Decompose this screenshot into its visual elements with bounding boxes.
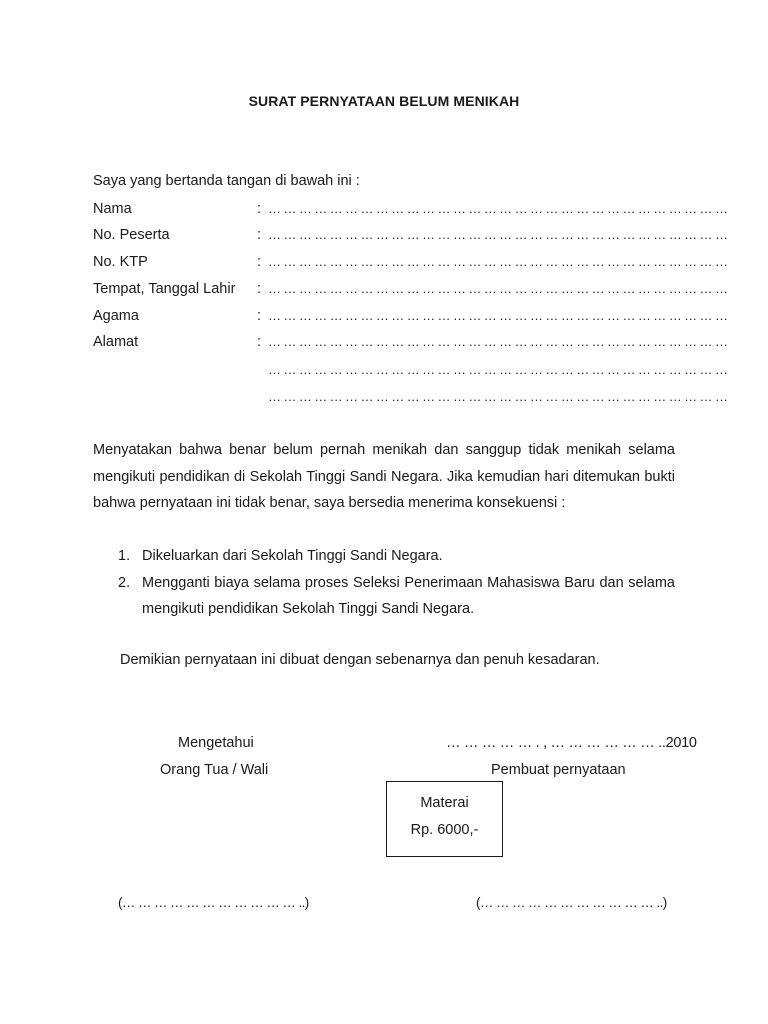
field-colon: : bbox=[257, 227, 262, 243]
stamp-label: Materai bbox=[420, 795, 469, 811]
field-blank: … … … … … … … … … … … … … … … … … … … … … … … … … … … … … … bbox=[268, 201, 728, 216]
field-colon: : bbox=[257, 308, 262, 324]
field-blank: … … … … … … … … … … … … … … … … … … … … … … … … … … … … … … bbox=[268, 334, 728, 349]
field-blank: … … … … … … … … … … … … … … … … … … … … … … … … … … … … … … bbox=[268, 254, 728, 269]
list-item bbox=[118, 570, 675, 623]
address-continuation-line: … … … … … … … … … … … … … … … … … … … … … … … … … … … … … … bbox=[268, 389, 728, 404]
stamp-amount: Rp. 6000,- bbox=[410, 822, 479, 838]
witness-heading: Mengetahui bbox=[178, 735, 254, 751]
field-no-ktp bbox=[93, 254, 728, 276]
statement-paragraph: Menyatakan bahwa benar belum pernah menikah dan sanggup tidak menikah selama mengikuti pendidikan di Sekolah Tinggi Sandi Negara. Jika kemudian hari ditemukan bukti bahwa pernyataan ini tidak benar, saya bersedia menerima konsekuensi : bbox=[93, 442, 675, 511]
witness-name-blank: (… … … … … … … … … … … ..) bbox=[118, 895, 309, 910]
field-label: Alamat bbox=[93, 334, 139, 350]
list-text: Dikeluarkan dari Sekolah Tinggi Sandi Negara. bbox=[142, 548, 443, 564]
field-alamat bbox=[93, 334, 728, 356]
declarant-name-blank: (… … … … … … … … … … … ..) bbox=[476, 895, 667, 910]
declarant-role: Pembuat pernyataan bbox=[491, 762, 626, 778]
stamp-duty-box bbox=[386, 781, 503, 857]
field-blank: … … … … … … … … … … … … … … … … … … … … … … … … … … … … … … bbox=[268, 308, 728, 323]
consequence-list bbox=[118, 543, 675, 623]
field-label: Nama bbox=[93, 201, 132, 217]
field-agama bbox=[93, 308, 728, 330]
witness-role: Orang Tua / Wali bbox=[160, 762, 269, 778]
field-colon: : bbox=[257, 281, 262, 297]
document-title: SURAT PERNYATAAN BELUM MENIKAH bbox=[248, 93, 520, 109]
field-label: Agama bbox=[93, 308, 139, 324]
field-colon: : bbox=[257, 201, 262, 217]
field-label: No. Peserta bbox=[93, 227, 170, 243]
intro-text: Saya yang bertanda tangan di bawah ini : bbox=[93, 173, 360, 189]
field-label: Tempat, Tanggal Lahir bbox=[93, 281, 236, 297]
list-number: 1. bbox=[118, 548, 131, 564]
place-date-line: … … … … … . , … … … … … … ..2010 bbox=[446, 735, 697, 751]
field-label: No. KTP bbox=[93, 254, 148, 270]
field-tempat-tanggal-lahir bbox=[93, 281, 728, 303]
list-text: Mengganti biaya selama proses Seleksi Penerimaan Mahasiswa Baru dan selama mengikuti pendidikan Sekolah Tinggi Sandi Negara. bbox=[142, 574, 675, 617]
field-blank: … … … … … … … … … … … … … … … … … … … … … … … … … … … … … … bbox=[268, 281, 728, 296]
field-colon: : bbox=[257, 334, 262, 350]
list-number: 2. bbox=[118, 574, 131, 591]
list-item bbox=[118, 543, 675, 570]
address-continuation-line: … … … … … … … … … … … … … … … … … … … … … … … … … … … … … … bbox=[268, 362, 728, 377]
field-nama bbox=[93, 201, 728, 223]
closing-statement: Demikian pernyataan ini dibuat dengan sebenarnya dan penuh kesadaran. bbox=[120, 652, 600, 668]
field-colon: : bbox=[257, 254, 262, 270]
field-no-peserta bbox=[93, 227, 728, 249]
field-blank: … … … … … … … … … … … … … … … … … … … … … … … … … … … … … … bbox=[268, 227, 728, 242]
